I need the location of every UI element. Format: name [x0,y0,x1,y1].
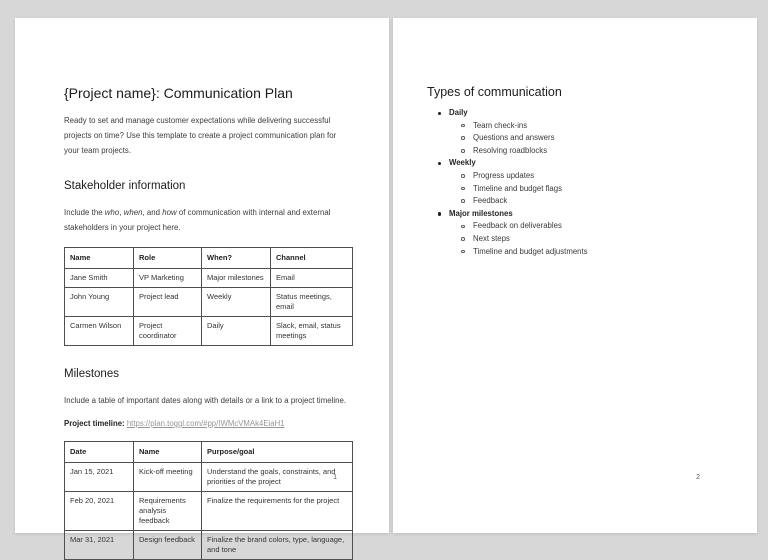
list-item-label: Progress updates [473,170,535,180]
table-cell: Finalize the requirements for the project [202,492,353,531]
table-cell: Project coordinator [134,317,202,346]
group-label: Daily [449,108,468,117]
list-item-label: Feedback [473,196,508,206]
table-cell: Weekly [202,288,271,317]
document-page-2 [393,18,757,533]
table-header-cell: Purpose/goal [202,442,353,463]
milestones-heading: Milestones [64,368,119,380]
table-header-cell: When? [202,248,271,269]
bullet-circle-icon [461,237,465,241]
table-cell: Carmen Wilson [65,317,134,346]
list-item [461,120,729,133]
table-row [65,463,353,492]
list-item-label: Timeline and budget flags [473,183,562,193]
italic-word-how: how [162,208,177,217]
table-cell: Daily [202,317,271,346]
desc-text: of communication with internal and external stakeholders in your project here. [64,208,331,232]
list-item-label: Questions and answers [473,133,555,143]
list-item-label: Resolving roadblocks [473,145,548,155]
table-row [65,269,353,288]
list-item-group [438,157,729,170]
bullet-circle-icon [461,136,465,140]
table-cell: Mar 31, 2021 [65,531,134,560]
table-header-cell: Role [134,248,202,269]
table-row [65,492,353,531]
communication-types-list [427,107,729,258]
bullet-disc-icon [438,162,441,165]
table-cell: Major milestones [202,269,271,288]
bullet-circle-icon [461,149,465,153]
table-cell: Status meetings, email [271,288,353,317]
table-cell: Feb 20, 2021 [65,492,134,531]
project-timeline-link[interactable]: https://plan.toggl.com/#pp/IWMcVMAk4EiaH1 [126,419,285,428]
bullet-circle-icon [461,199,465,203]
table-header-row [65,248,353,269]
table-row [65,288,353,317]
table-cell: Finalize the brand colors, type, language, and tone [202,531,353,560]
bullet-circle-icon [461,124,465,128]
list-item-label: Feedback on deliverables [473,221,562,231]
table-cell: John Young [65,288,134,317]
table-cell: Understand the goals, constraints, and priorities of the project [202,463,353,492]
list-item [461,145,729,158]
list-item-label: Team check-ins [473,120,528,130]
list-item [461,132,729,145]
bullet-disc-icon [438,112,441,115]
table-cell: Email [271,269,353,288]
table-header-cell: Channel [271,248,353,269]
table-row [65,531,353,560]
stakeholder-heading: Stakeholder information [64,180,186,192]
table-cell: Project lead [134,288,202,317]
table-cell: VP Marketing [134,269,202,288]
stakeholder-table [64,247,353,346]
stakeholder-description [64,205,352,235]
bullet-circle-icon [461,250,465,254]
types-of-communication-heading: Types of communication [427,85,562,99]
table-header-cell: Name [134,442,202,463]
project-timeline-label: Project timeline: [64,419,125,428]
desc-text: , [119,208,124,217]
table-cell: Requirements analysis feedback [134,492,202,531]
table-cell: Slack, email, status meetings [271,317,353,346]
list-item [461,246,729,259]
table-cell: Jan 15, 2021 [65,463,134,492]
milestones-table [64,441,353,560]
desc-text: Include the [64,208,105,217]
project-timeline-line [64,418,352,429]
page-number-1: 1 [333,474,337,481]
table-header-row [65,442,353,463]
group-label: Major milestones [449,208,513,218]
table-cell: Jane Smith [65,269,134,288]
document-title: {Project name}: Communication Plan [64,85,293,101]
list-item [461,233,729,246]
list-item-group [438,107,729,120]
list-item [461,220,729,233]
group-label: Weekly [449,158,476,168]
bullet-disc-icon [438,212,441,215]
list-item [461,170,729,183]
page-2-content [393,18,757,258]
desc-text: , and [142,208,163,217]
milestones-description: Include a table of important dates along with details or a link to a project timeline. [64,396,347,405]
page-number-2: 2 [696,474,700,481]
bullet-circle-icon [461,174,465,178]
italic-word-when: when [123,208,143,217]
intro-paragraph: Ready to set and manage customer expectations while delivering successful projects on time? Use this template to create a project communication plan for your team projects. [64,116,337,155]
bullet-circle-icon [461,187,465,191]
table-cell: Design feedback [134,531,202,560]
list-item [461,195,729,208]
table-row [65,317,353,346]
document-page-1 [15,18,389,554]
list-item-group [438,208,729,221]
list-item-label: Next steps [473,233,510,243]
table-cell: Kick-off meeting [134,463,202,492]
bullet-circle-icon [461,225,465,229]
italic-word-who: who [104,208,120,217]
list-item [461,183,729,196]
table-header-cell: Name [65,248,134,269]
list-item-label: Timeline and budget adjustments [473,246,588,256]
table-header-cell: Date [65,442,134,463]
